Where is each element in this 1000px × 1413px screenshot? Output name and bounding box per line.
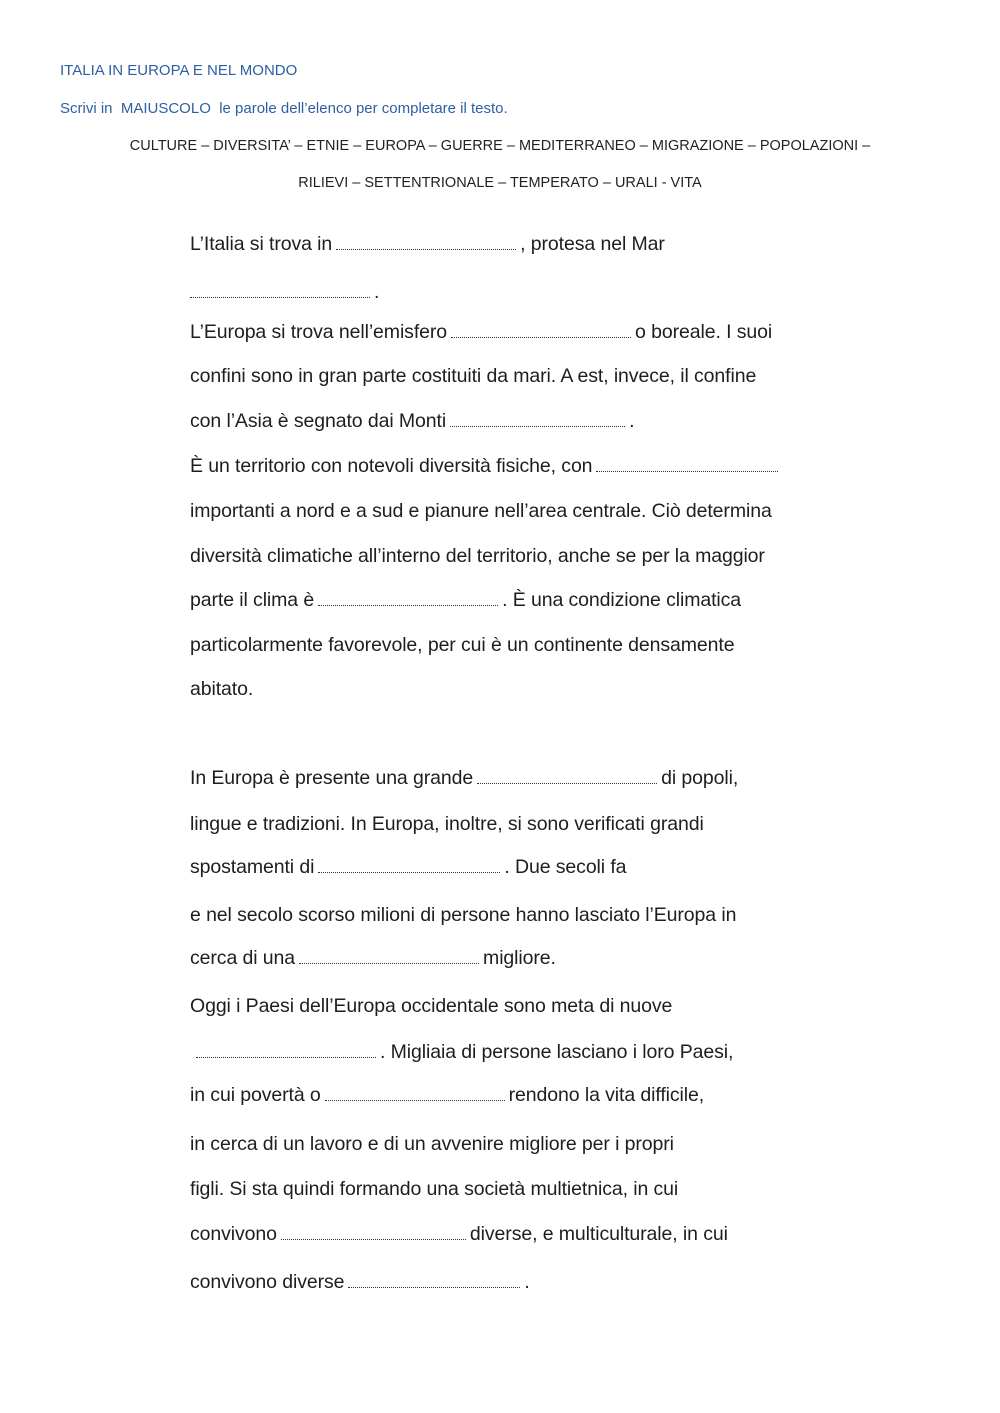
text-segment: . Due secoli fa — [504, 856, 627, 878]
blank-field[interactable] — [281, 1225, 466, 1240]
text-line — [190, 281, 379, 304]
text-line: lingue e tradizioni. In Europa, inoltre, si sono verificati grandi — [190, 813, 704, 835]
text-segment: . — [524, 1271, 530, 1293]
text-line — [190, 1271, 530, 1294]
text-line — [190, 767, 738, 790]
text-segment: . È una condizione climatica — [502, 589, 742, 611]
blank-field[interactable] — [596, 457, 778, 472]
text-segment: . — [629, 410, 635, 432]
text-segment: cerca di una — [190, 947, 296, 969]
text-line — [190, 1084, 704, 1107]
text-segment: rendono la vita difficile, — [508, 1084, 705, 1106]
text-line: particolarmente favorevole, per cui è un continente densamente — [190, 634, 735, 656]
text-line: Oggi i Paesi dell’Europa occidentale sono meta di nuove — [190, 995, 673, 1017]
blank-field[interactable] — [325, 1086, 505, 1101]
text-segment: L’Europa si trova nell’emisfero — [190, 321, 448, 343]
text-segment: . — [374, 281, 380, 303]
text-line — [190, 589, 741, 612]
worksheet-title: ITALIA IN EUROPA E NEL MONDO — [60, 62, 298, 79]
blank-field[interactable] — [299, 949, 479, 964]
blank-field[interactable] — [196, 1043, 376, 1058]
text-segment: parte il clima è — [190, 589, 315, 611]
blank-field[interactable] — [450, 412, 625, 427]
blank-field[interactable] — [318, 858, 500, 873]
text-line — [190, 233, 665, 256]
text-segment: . Migliaia di persone lasciano i loro Paesi, — [380, 1041, 734, 1063]
text-line — [190, 410, 634, 433]
text-line — [190, 1223, 728, 1246]
text-segment: di popoli, — [661, 767, 739, 789]
blank-field[interactable] — [348, 1273, 520, 1288]
text-segment: In Europa è presente una grande — [190, 767, 474, 789]
word-bank-line-2: RILIEVI – SETTENTRIONALE – TEMPERATO – URALI - VITA — [298, 175, 702, 191]
text-segment: migliore. — [483, 947, 556, 969]
text-line: in cerca di un lavoro e di un avvenire migliore per i propri — [190, 1133, 674, 1155]
blank-field[interactable] — [318, 591, 498, 606]
text-line: confini sono in gran parte costituiti da mari. A est, invece, il confine — [190, 365, 757, 387]
text-segment: L’Italia si trova in — [190, 233, 333, 255]
text-line — [190, 1041, 733, 1064]
text-segment: o boreale. I suoi — [635, 321, 773, 343]
blank-field[interactable] — [477, 769, 657, 784]
text-segment: diverse, e multiculturale, in cui — [469, 1223, 728, 1245]
text-segment: convivono — [190, 1223, 277, 1245]
text-segment: , protesa nel Mar — [520, 233, 665, 255]
text-line: importanti a nord e a sud e pianure nell’area centrale. Ciò determina — [190, 500, 772, 522]
word-bank-line-1: CULTURE – DIVERSITA’ – ETNIE – EUROPA – GUERRE – MEDITERRANEO – MIGRAZIONE – POPOLAZIONI – — [129, 138, 871, 154]
text-line — [190, 321, 772, 344]
blank-field[interactable] — [336, 235, 516, 250]
text-line — [190, 455, 782, 478]
text-line — [190, 947, 556, 970]
text-line — [190, 856, 626, 879]
text-line: e nel secolo scorso milioni di persone hanno lasciato l’Europa in — [190, 904, 737, 926]
instructions: Scrivi in MAIUSCOLO le parole dell’elenco per completare il testo. — [60, 100, 508, 117]
text-segment: in cui povertà o — [190, 1084, 321, 1106]
text-segment: È un territorio con notevoli diversità fisiche, con — [190, 455, 593, 477]
text-segment: convivono diverse — [190, 1271, 345, 1293]
text-segment: con l’Asia è segnato dai Monti — [190, 410, 447, 432]
text-segment: spostamenti di — [190, 856, 315, 878]
blank-field[interactable] — [451, 323, 631, 338]
text-line: figli. Si sta quindi formando una società multietnica, in cui — [190, 1178, 679, 1200]
text-line: abitato. — [190, 678, 254, 700]
text-line: diversità climatiche all’interno del territorio, anche se per la maggior — [190, 545, 765, 567]
blank-field[interactable] — [190, 283, 370, 298]
